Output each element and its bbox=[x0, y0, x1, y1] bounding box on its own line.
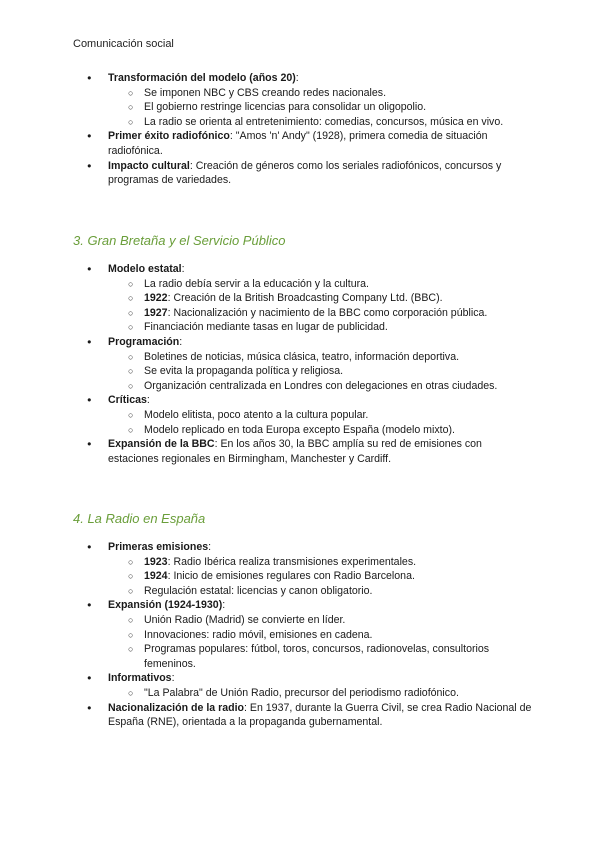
bullet-list bbox=[73, 262, 533, 466]
sub-item: ○ La radio debía servir a la educación y la cultura. bbox=[108, 277, 533, 292]
item-title: Primeras emisiones bbox=[108, 541, 209, 553]
sub-item: ○ Regulación estatal: licencias y canon obligatorio. bbox=[108, 584, 533, 599]
item-text: : bbox=[295, 72, 299, 84]
sub-item: ○ Modelo replicado en toda Europa excepto España (modelo mixto). bbox=[108, 423, 533, 438]
sub-item-text: : Inicio de emisiones regulares con Radio Barcelona. bbox=[167, 570, 415, 583]
section-heading-4: 4. La Radio en España bbox=[73, 511, 206, 526]
section-heading-3: 3. Gran Bretaña y el Servicio Público bbox=[73, 233, 286, 248]
item-text: : bbox=[146, 394, 150, 407]
sub-item: ○ Organización centralizada en Londres con delegaciones en otras ciudades. bbox=[108, 379, 533, 394]
sub-list bbox=[108, 350, 533, 394]
sub-item: ○ Unión Radio (Madrid) se convierte en líder. bbox=[108, 613, 533, 628]
item-title: Nacionalización de la radio bbox=[108, 701, 244, 714]
item-title: Informativos bbox=[108, 672, 172, 685]
sub-list bbox=[108, 613, 533, 671]
list-item bbox=[73, 393, 533, 437]
item-text: : bbox=[208, 541, 212, 553]
list-item bbox=[73, 335, 533, 393]
sub-item: ○ Se imponen NBC y CBS creando redes nacionales. bbox=[108, 86, 533, 101]
year: 1923 bbox=[144, 555, 168, 568]
item-title: Impacto cultural bbox=[108, 159, 190, 172]
sub-item: ○ Boletines de noticias, música clásica, teatro, información deportiva. bbox=[108, 350, 533, 365]
list-item bbox=[73, 262, 533, 335]
sub-item: ○ La radio se orienta al entretenimiento: comedias, concursos, música en vivo. bbox=[108, 115, 533, 130]
item-title: Transformación del modelo (años 20) bbox=[108, 72, 296, 84]
item-title: Expansión de la BBC bbox=[108, 438, 215, 451]
list-item bbox=[73, 437, 533, 466]
sub-list bbox=[108, 86, 533, 130]
list-item bbox=[73, 598, 533, 671]
item-text: : "Amos 'n' Andy" (1928), primera comedia de situación radiofónica. bbox=[108, 130, 488, 157]
item-title: Críticas bbox=[108, 394, 147, 407]
list-item bbox=[73, 540, 533, 598]
sub-item: ○ "La Palabra" de Unión Radio, precursor del periodismo radiofónico. bbox=[108, 686, 533, 701]
sub-list bbox=[108, 555, 533, 599]
list-item bbox=[73, 71, 533, 129]
bullet-list bbox=[73, 71, 533, 188]
sub-item: ○ Modelo elitista, poco atento a la cultura popular. bbox=[108, 408, 533, 423]
block-section-3 bbox=[73, 262, 533, 466]
sub-item: ○ El gobierno restringe licencias para consolidar un oligopolio. bbox=[108, 100, 533, 115]
sub-list bbox=[108, 408, 533, 437]
item-title: Expansión (1924-1930) bbox=[108, 599, 223, 612]
list-item bbox=[73, 701, 533, 730]
sub-item bbox=[108, 291, 533, 306]
sub-item: ○ Financiación mediante tasas en lugar de publicidad. bbox=[108, 320, 533, 335]
item-text: : En 1937, durante la Guerra Civil, se crea Radio Nacional de España (RNE), orientada a la propaganda gubernamental. bbox=[108, 701, 532, 729]
item-title: Programación bbox=[108, 335, 180, 348]
item-text: : bbox=[171, 672, 175, 685]
list-item bbox=[73, 159, 533, 188]
document-header: Comunicación social bbox=[73, 38, 174, 50]
sub-list bbox=[108, 277, 533, 335]
sub-item: ○ Innovaciones: radio móvil, emisiones en cadena. bbox=[108, 628, 533, 643]
item-title: Modelo estatal bbox=[108, 263, 182, 275]
sub-item bbox=[108, 306, 533, 321]
item-text: : bbox=[179, 335, 183, 348]
item-text: : bbox=[222, 599, 226, 612]
year: 1924 bbox=[144, 570, 168, 583]
sub-list bbox=[108, 686, 533, 701]
item-text: : bbox=[181, 263, 185, 275]
year: 1927 bbox=[144, 306, 168, 319]
bullet-list bbox=[73, 540, 533, 730]
block-section-4 bbox=[73, 540, 533, 730]
sub-item bbox=[108, 569, 533, 584]
item-text: : Creación de géneros como los seriales radiofónicos, concursos y programas de variedades. bbox=[108, 159, 502, 187]
sub-item: ○ Programas populares: fútbol, toros, concursos, radionovelas, consultorios femeninos. bbox=[108, 642, 533, 671]
list-item bbox=[73, 671, 533, 700]
item-title: Primer éxito radiofónico bbox=[108, 130, 230, 143]
item-text: : En los años 30, la BBC amplía su red de emisiones con estaciones regionales en Birmingham, Manchester y Cardiff. bbox=[108, 438, 482, 465]
sub-item-text: : Radio Ibérica realiza transmisiones experimentales. bbox=[167, 555, 417, 568]
year: 1922 bbox=[144, 292, 168, 305]
list-item bbox=[73, 129, 533, 158]
sub-item-text: : Creación de la British Broadcasting Company Ltd. (BBC). bbox=[167, 292, 443, 305]
sub-item-text: : Nacionalización y nacimiento de la BBC como corporación pública. bbox=[167, 306, 488, 319]
block-us-radio bbox=[73, 71, 533, 188]
sub-item: ○ Se evita la propaganda política y religiosa. bbox=[108, 364, 533, 379]
sub-item bbox=[108, 555, 533, 570]
